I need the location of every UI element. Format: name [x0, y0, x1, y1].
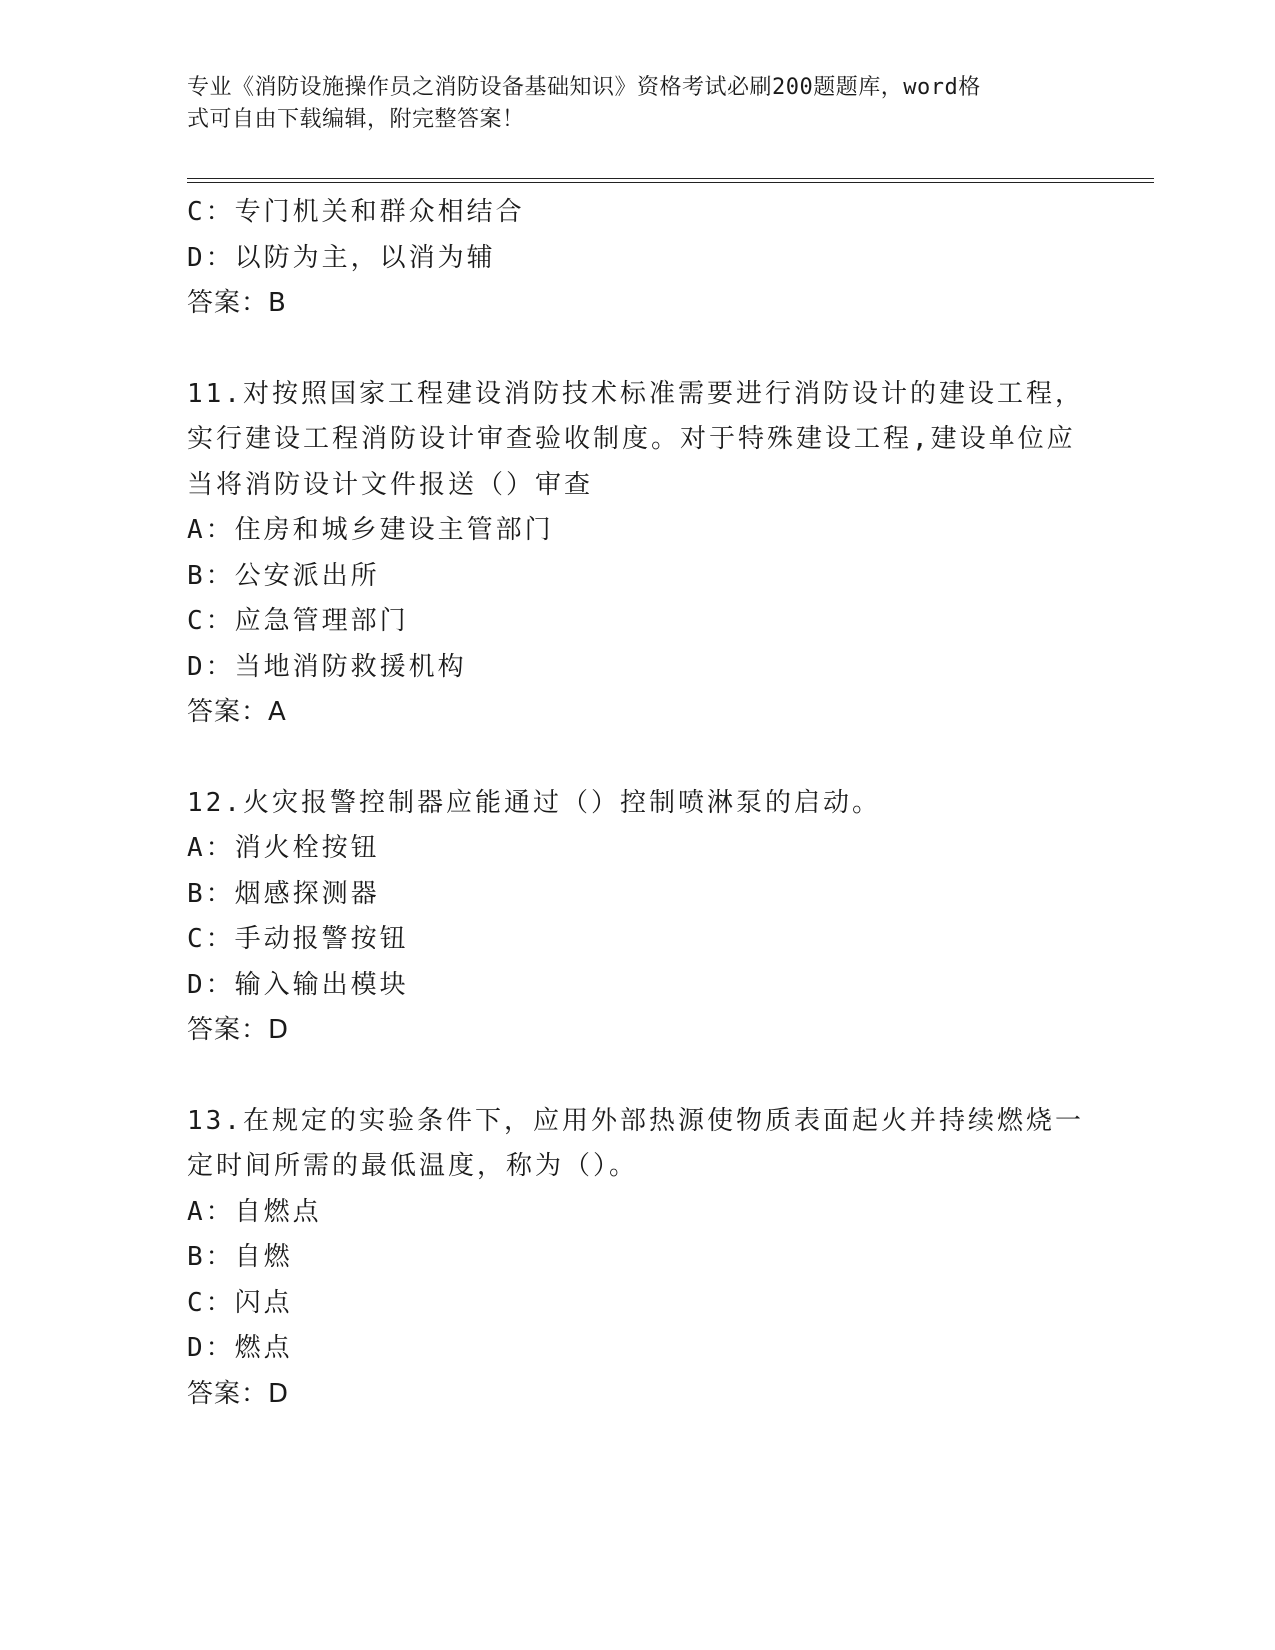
question-12	[187, 781, 1087, 1054]
q13-stem-line-2: 定时间所需的最低温度，称为（）。	[187, 1151, 639, 1181]
q11-option-a: A：住房和城乡建设主管部门	[187, 515, 554, 545]
q12-stem-line-1: 12.火灾报警控制器应能通过（）控制喷淋泵的启动。	[187, 787, 881, 818]
header-divider-bottom	[187, 182, 1154, 183]
question-list	[187, 190, 1087, 1417]
q10-option-d: D：以防为主，以消为辅	[187, 242, 496, 273]
header-divider-top	[187, 178, 1154, 179]
q12-answer: 答案：D	[187, 1015, 290, 1045]
q13-option-c: C：闪点	[187, 1287, 293, 1318]
spacer	[187, 1054, 1087, 1099]
q11-option-b: B：公安派出所	[187, 560, 380, 591]
q10-answer: 答案：B	[187, 288, 287, 318]
q11-option-c: C：应急管理部门	[187, 606, 409, 636]
document-header	[187, 72, 1067, 136]
q12-option-b: B：烟感探测器	[187, 878, 380, 909]
q10-option-c: C：专门机关和群众相结合	[187, 197, 525, 227]
header-line-2: 式可自由下载编辑，附完整答案！	[187, 107, 525, 132]
q13-option-d: D：燃点	[187, 1333, 293, 1363]
spacer	[187, 736, 1087, 781]
q13-option-a: A：自燃点	[187, 1196, 322, 1227]
q12-option-d: D：输入输出模块	[187, 969, 409, 1000]
q12-option-a: A：消火栓按钮	[187, 833, 380, 863]
q11-stem-line-2: 实行建设工程消防设计审查验收制度。对于特殊建设工程,建设单位应	[187, 424, 1076, 454]
question-11	[187, 372, 1087, 736]
header-line-1: 专业《消防设施操作员之消防设备基础知识》资格考试必刷200题题库，word格	[187, 75, 981, 100]
q11-stem-line-3: 当将消防设计文件报送（）审查	[187, 469, 594, 500]
q11-answer: 答案：A	[187, 697, 287, 727]
q13-stem-line-1: 13.在规定的实验条件下，应用外部热源使物质表面起火并持续燃烧一	[187, 1105, 1084, 1136]
q13-answer: 答案：D	[187, 1378, 290, 1409]
q11-stem-line-1: 11.对按照国家工程建设消防技术标准需要进行消防设计的建设工程，	[187, 378, 1084, 409]
q12-option-c: C：手动报警按钮	[187, 924, 409, 954]
q11-option-d: D：当地消防救援机构	[187, 651, 467, 682]
q13-option-b: B：自燃	[187, 1242, 293, 1272]
spacer	[187, 327, 1087, 372]
question-13	[187, 1099, 1087, 1418]
question-10-tail	[187, 190, 1087, 327]
